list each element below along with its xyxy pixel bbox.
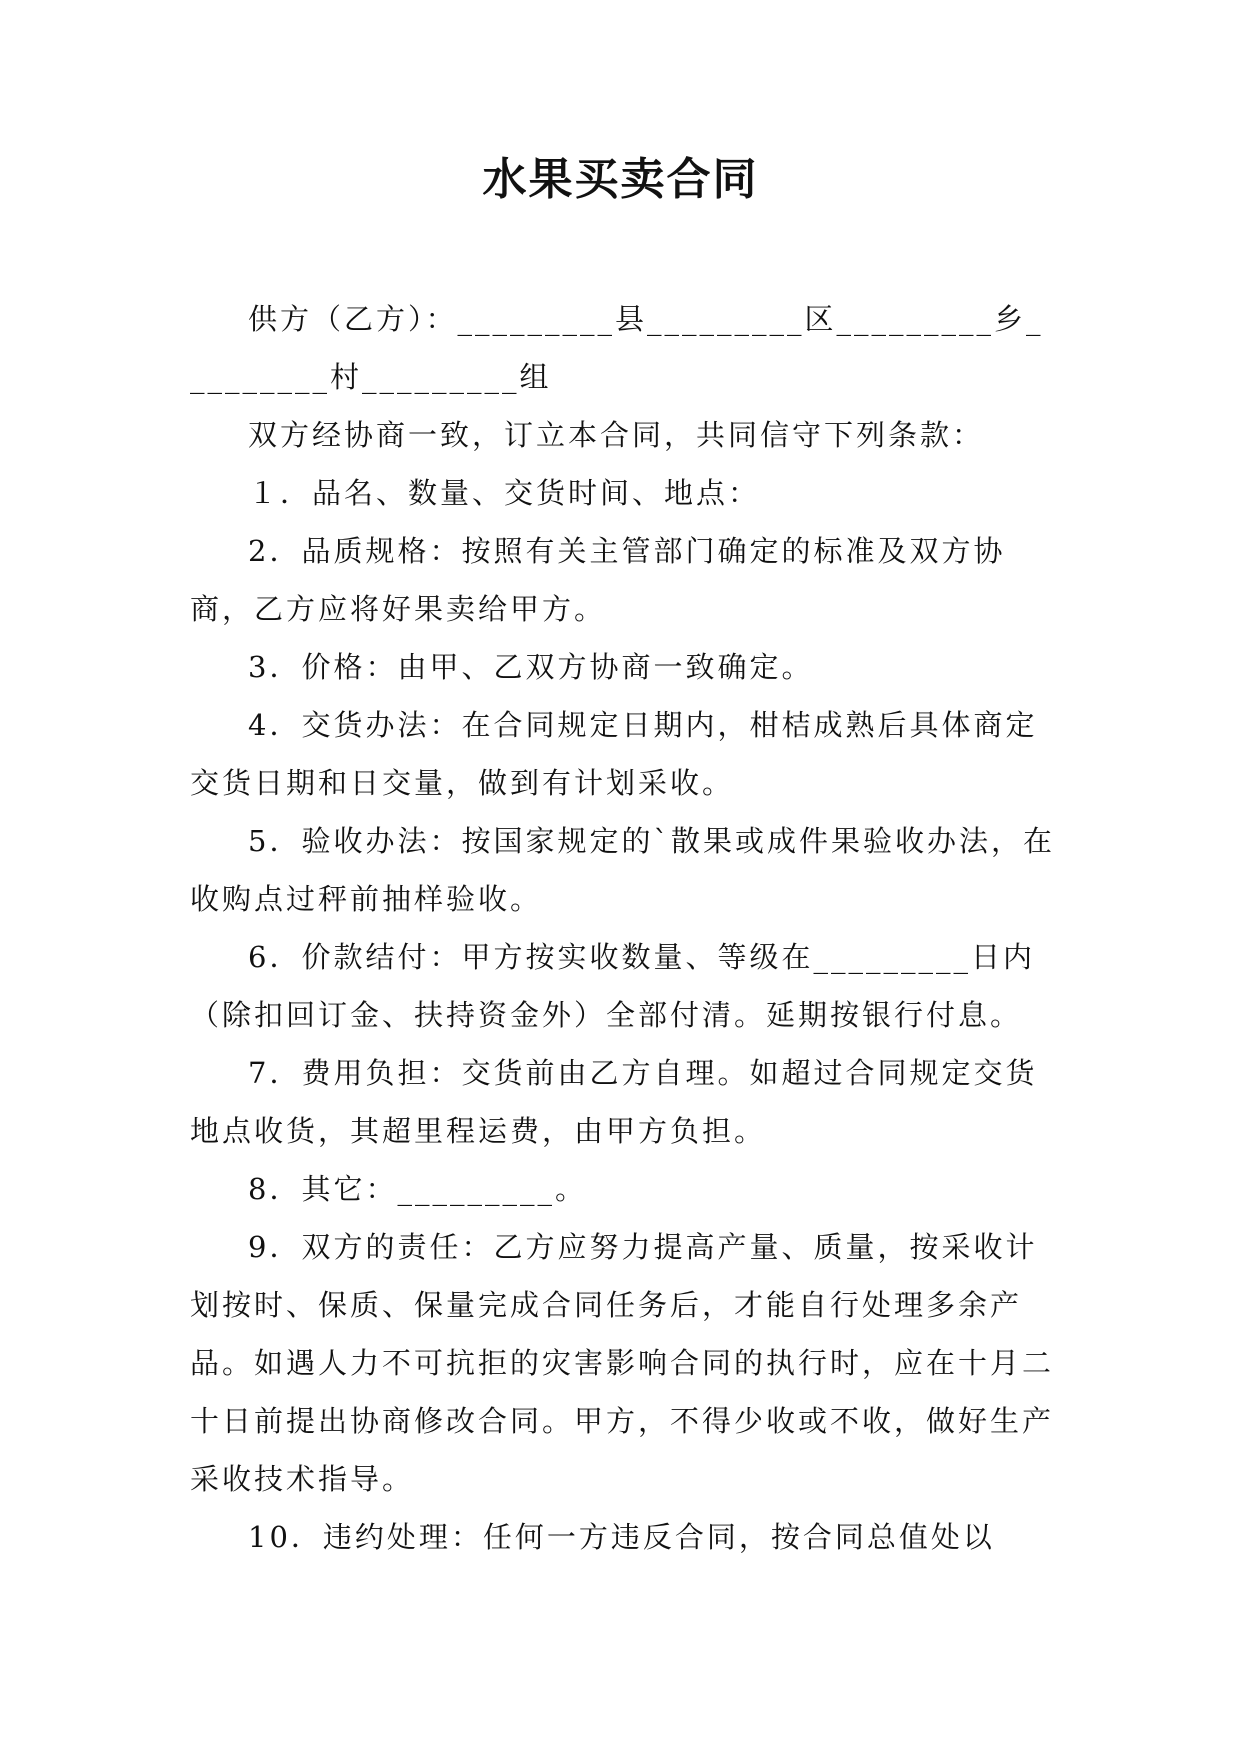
- clause-6: 6．价款结付：甲方按实收数量、等级在_________日内（除扣回订金、扶持资金外）全部付清。延期按银行付息。: [190, 940, 1035, 1032]
- clause-3: 3．价格：由甲、乙双方协商一致确定。: [248, 650, 814, 684]
- document-title: 水果买卖合同: [482, 154, 759, 205]
- supplier-line: 供方（乙方）：_________县_________区_________乡_________村_________组: [190, 302, 1044, 394]
- agreement-intro: 双方经协商一致，订立本合同，共同信守下列条款：: [248, 418, 985, 452]
- clause-1: １．品名、数量、交货时间、地点：: [248, 476, 761, 510]
- clause-7: 7．费用负担：交货前由乙方自理。如超过合同规定交货地点收货，其超里程运费，由甲方负担。: [190, 1056, 1038, 1148]
- clause-8: 8．其它：_________。: [248, 1172, 587, 1206]
- contract-body: [190, 290, 1060, 1566]
- clause-5: 5．验收办法：按国家规定的`散果或成件果验收办法，在收购点过秤前抽样验收。: [190, 824, 1055, 916]
- clause-4: 4．交货办法：在合同规定日期内，柑桔成熟后具体商定交货日期和日交量，做到有计划采收。: [190, 708, 1038, 800]
- clause-10: 10．违约处理：任何一方违反合同，按合同总值处以: [248, 1520, 995, 1554]
- clause-2: 2．品质规格：按照有关主管部门确定的标准及双方协商，乙方应将好果卖给甲方。: [190, 534, 1006, 626]
- clause-9: 9．双方的责任：乙方应努力提高产量、质量，按采收计划按时、保质、保量完成合同任务后，才能自行处理多余产品。如遇人力不可抗拒的灾害影响合同的执行时，应在十月二十日前提出协商修改合同。甲方，不得少收或不收，做好生产采收技术指导。: [190, 1230, 1055, 1496]
